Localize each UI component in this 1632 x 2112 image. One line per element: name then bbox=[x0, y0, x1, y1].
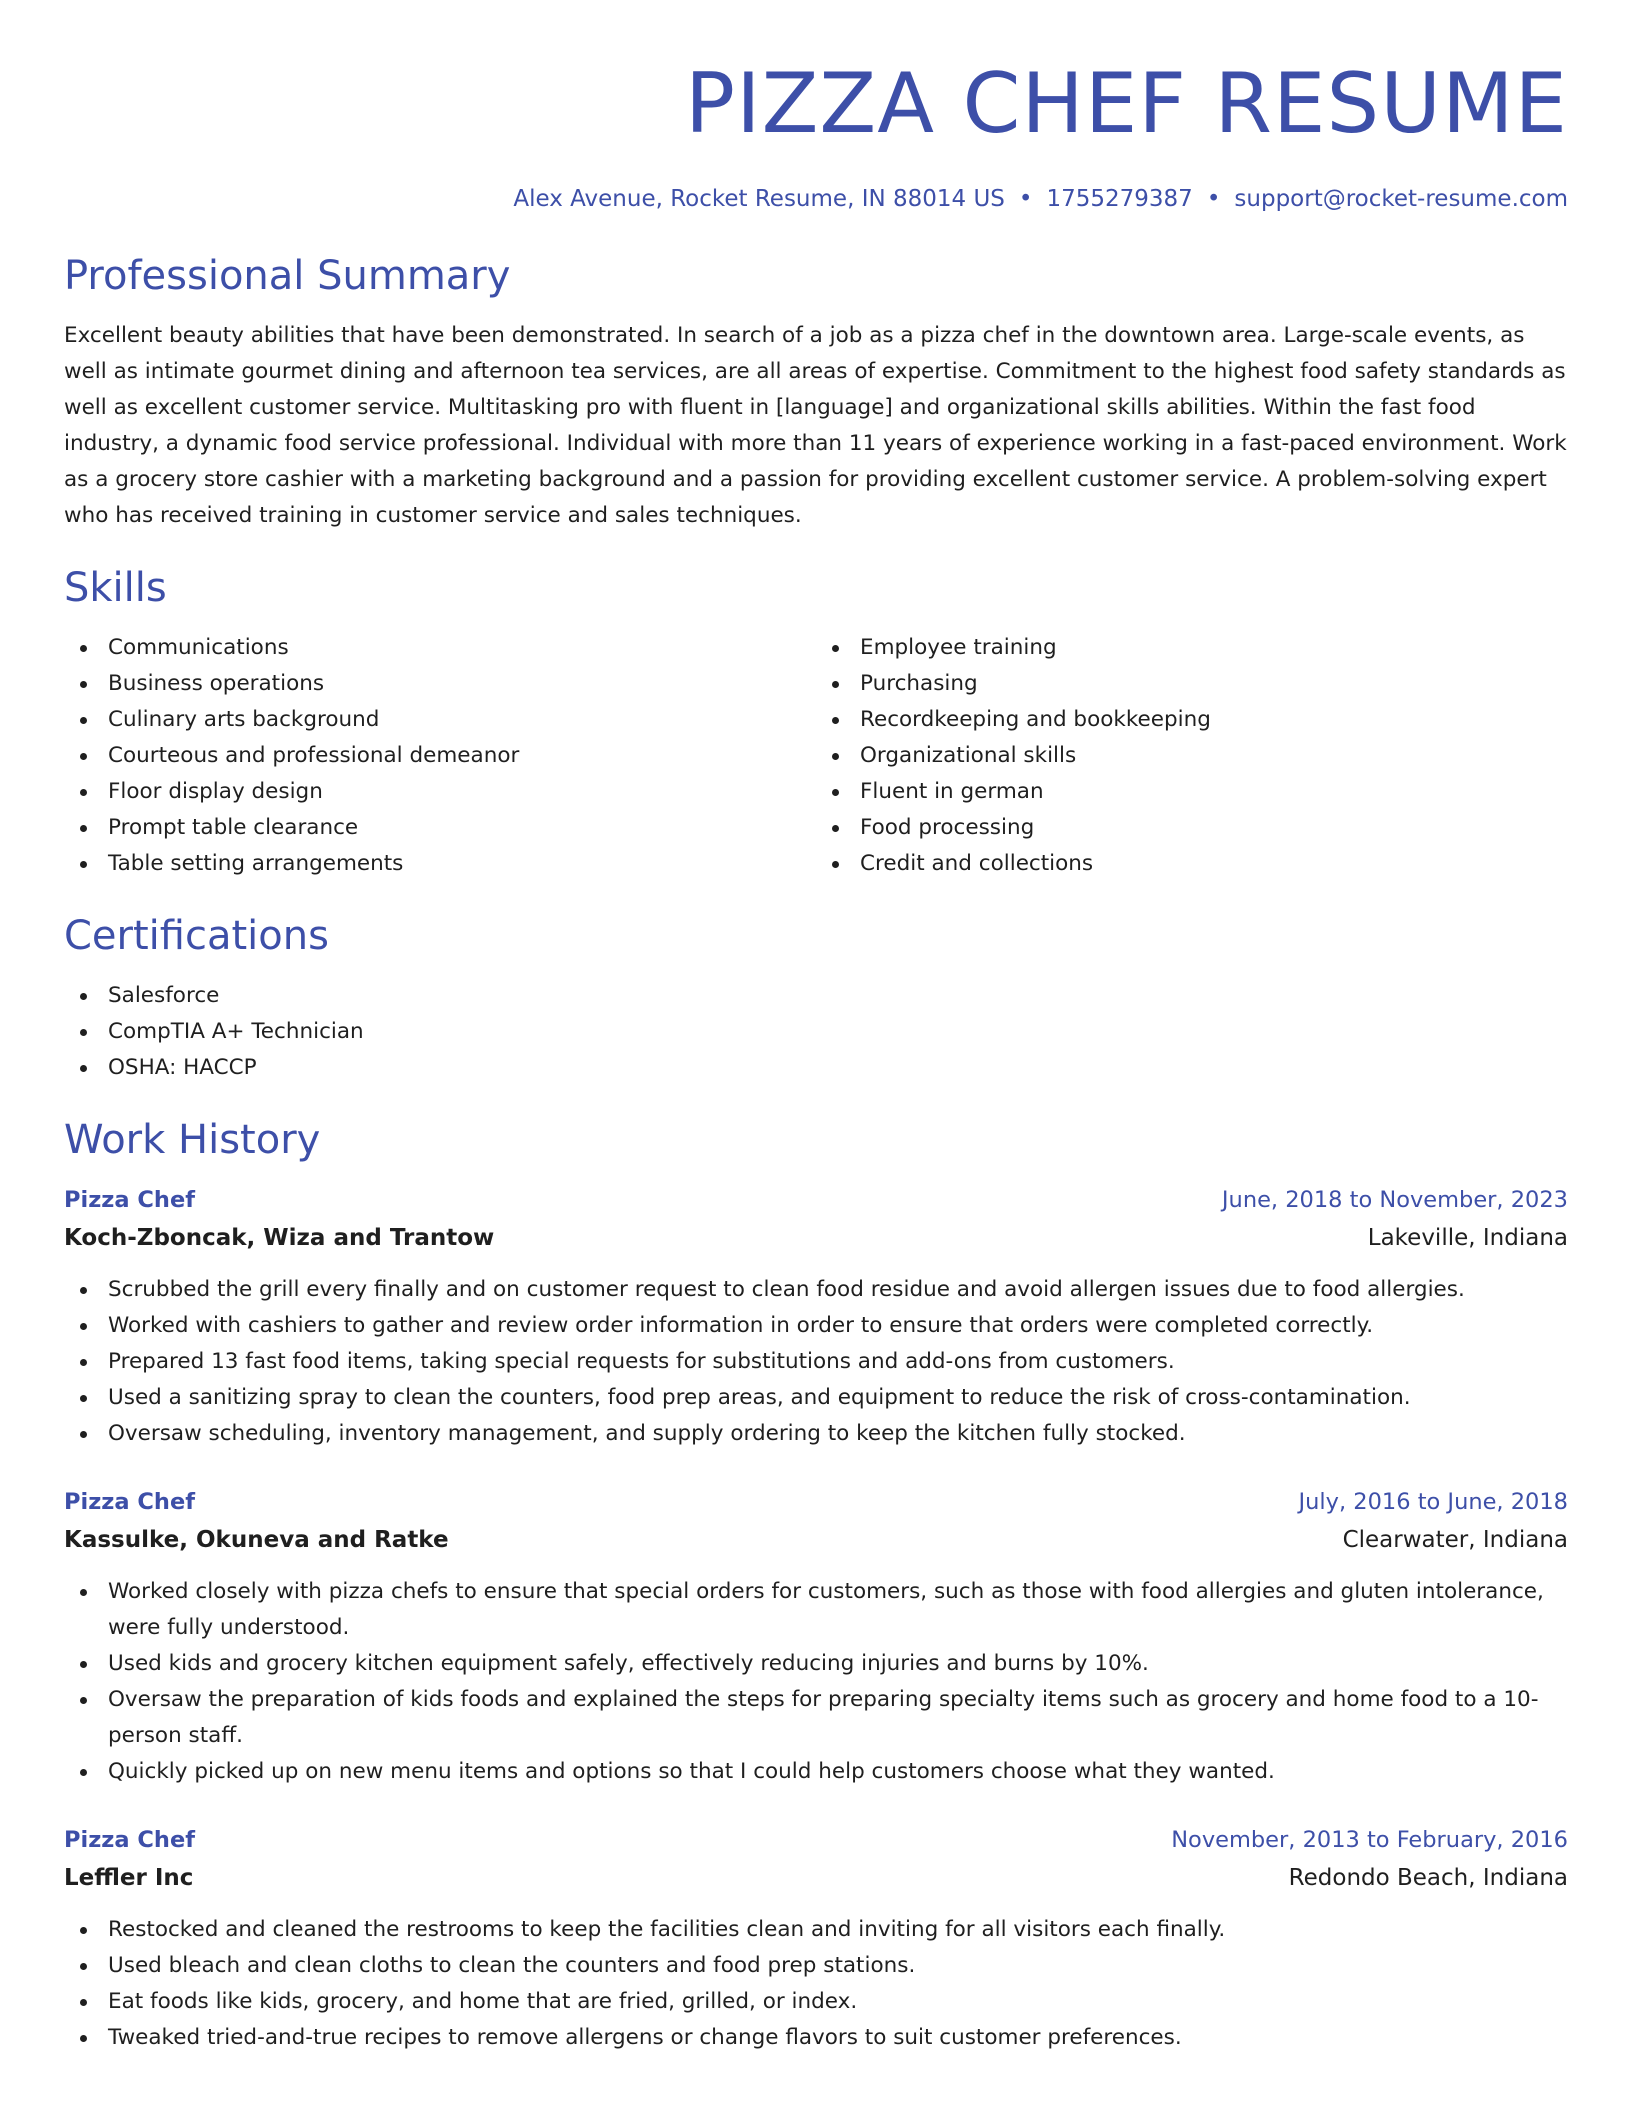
summary-section bbox=[64, 248, 1568, 534]
job-entry bbox=[64, 1822, 1568, 2056]
contact-address: Alex Avenue, Rocket Resume, IN 88014 US bbox=[513, 186, 1005, 212]
job-duty: Restocked and cleaned the restrooms to keep the facilities clean and inviting for all visitors each finally. bbox=[64, 1912, 1568, 1948]
job-duty: Worked closely with pizza chefs to ensure that special orders for customers, such as those with food allergies and gluten intolerance, were fully understood. bbox=[64, 1574, 1568, 1646]
job-title-row bbox=[64, 1484, 1568, 1520]
job-duty: Oversaw the preparation of kids foods and explained the steps for preparing specialty items such as grocery and home food to a 10-person staff. bbox=[64, 1682, 1568, 1754]
job-dates: November, 2013 to February, 2016 bbox=[1171, 1827, 1568, 1853]
job-location: Redondo Beach, Indiana bbox=[1288, 1865, 1568, 1891]
resume-title: PIZZA CHEF RESUME bbox=[685, 55, 1568, 152]
skills-list-right bbox=[816, 630, 1568, 882]
skill-item: Culinary arts background bbox=[64, 702, 816, 738]
job-duties bbox=[64, 1912, 1568, 2056]
skills-grid bbox=[64, 630, 1568, 882]
skill-item: Floor display design bbox=[64, 774, 816, 810]
contact-separator: • bbox=[1206, 186, 1221, 212]
skills-section bbox=[64, 560, 1568, 882]
contact-line bbox=[64, 184, 1568, 214]
job-location: Lakeville, Indiana bbox=[1367, 1225, 1568, 1251]
job-duty: Tweaked tried-and-true recipes to remove allergens or change flavors to suit customer preferences. bbox=[64, 2020, 1568, 2056]
job-duty: Used a sanitizing spray to clean the counters, food prep areas, and equipment to reduce the risk of cross-contamination. bbox=[64, 1380, 1568, 1416]
job-duties bbox=[64, 1574, 1568, 1790]
job-company-row bbox=[64, 1858, 1568, 1898]
job-company-row bbox=[64, 1520, 1568, 1560]
job-company: Leffler Inc bbox=[64, 1865, 194, 1891]
skill-item: Communications bbox=[64, 630, 816, 666]
skills-heading: Skills bbox=[64, 565, 167, 611]
job-location: Clearwater, Indiana bbox=[1342, 1527, 1568, 1553]
skill-item: Prompt table clearance bbox=[64, 810, 816, 846]
job-title: Pizza Chef bbox=[64, 1827, 195, 1853]
skill-item: Courteous and professional demeanor bbox=[64, 738, 816, 774]
job-title: Pizza Chef bbox=[64, 1187, 195, 1213]
skill-item: Employee training bbox=[816, 630, 1568, 666]
job-dates: June, 2018 to November, 2023 bbox=[1221, 1187, 1568, 1213]
job-duty: Eat foods like kids, grocery, and home that are fried, grilled, or index. bbox=[64, 1984, 1568, 2020]
skill-item: Food processing bbox=[816, 810, 1568, 846]
job-duties bbox=[64, 1272, 1568, 1452]
job-duty: Prepared 13 fast food items, taking special requests for substitutions and add-ons from customers. bbox=[64, 1344, 1568, 1380]
certifications-list bbox=[64, 978, 1568, 1086]
contact-phone: 1755279387 bbox=[1046, 186, 1193, 212]
certifications-section bbox=[64, 908, 1568, 1086]
job-entry bbox=[64, 1484, 1568, 1790]
job-duty: Oversaw scheduling, inventory management, and supply ordering to keep the kitchen fully stocked. bbox=[64, 1416, 1568, 1452]
work-history-section bbox=[64, 1112, 1568, 2056]
skill-item: Organizational skills bbox=[816, 738, 1568, 774]
certifications-heading: Certifications bbox=[64, 913, 329, 959]
skill-item: Purchasing bbox=[816, 666, 1568, 702]
certification-item: CompTIA A+ Technician bbox=[64, 1014, 1568, 1050]
job-duty: Scrubbed the grill every finally and on customer request to clean food residue and avoid allergen issues due to food allergies. bbox=[64, 1272, 1568, 1308]
certification-item: OSHA: HACCP bbox=[64, 1050, 1568, 1086]
job-title: Pizza Chef bbox=[64, 1489, 195, 1515]
job-title-row bbox=[64, 1822, 1568, 1858]
job-duty: Used bleach and clean cloths to clean the counters and food prep stations. bbox=[64, 1948, 1568, 1984]
skills-list-left bbox=[64, 630, 816, 882]
summary-heading: Professional Summary bbox=[64, 253, 511, 299]
skill-item: Table setting arrangements bbox=[64, 846, 816, 882]
job-duty: Quickly picked up on new menu items and options so that I could help customers choose what they wanted. bbox=[64, 1754, 1568, 1790]
job-company-row bbox=[64, 1218, 1568, 1258]
work-history-heading: Work History bbox=[64, 1117, 321, 1163]
summary-text: Excellent beauty abilities that have been demonstrated. In search of a job as a pizza chef in the downtown area. Large-scale events, as well as intimate gourmet dining and afternoon tea services, are all areas of expertise. Commitment to the highest food safety standards as well as excellent customer service. Multitasking pro with fluent in [language] and organizational skills abilities. Within the fast food industry, a dynamic food service professional. Individual with more than 11 years of experience working in a fast-paced environment. Work as a grocery store cashier with a marketing background and a passion for providing excellent customer service. A problem-solving expert who has received training in customer service and sales techniques. bbox=[64, 323, 1567, 528]
contact-separator: • bbox=[1018, 186, 1033, 212]
skill-item: Credit and collections bbox=[816, 846, 1568, 882]
job-entry bbox=[64, 1182, 1568, 1452]
skill-item: Fluent in german bbox=[816, 774, 1568, 810]
skill-item: Recordkeeping and bookkeeping bbox=[816, 702, 1568, 738]
job-dates: July, 2016 to June, 2018 bbox=[1298, 1489, 1568, 1515]
resume-header bbox=[64, 50, 1568, 214]
job-title-row bbox=[64, 1182, 1568, 1218]
skill-item: Business operations bbox=[64, 666, 816, 702]
job-duty: Used kids and grocery kitchen equipment safely, effectively reducing injuries and burns by 10%. bbox=[64, 1646, 1568, 1682]
certification-item: Salesforce bbox=[64, 978, 1568, 1014]
job-duty: Worked with cashiers to gather and review order information in order to ensure that orders were completed correctly. bbox=[64, 1308, 1568, 1344]
job-company: Kassulke, Okuneva and Ratke bbox=[64, 1527, 449, 1553]
contact-email: support@rocket-resume.com bbox=[1234, 186, 1568, 212]
job-company: Koch-Zboncak, Wiza and Trantow bbox=[64, 1225, 495, 1251]
